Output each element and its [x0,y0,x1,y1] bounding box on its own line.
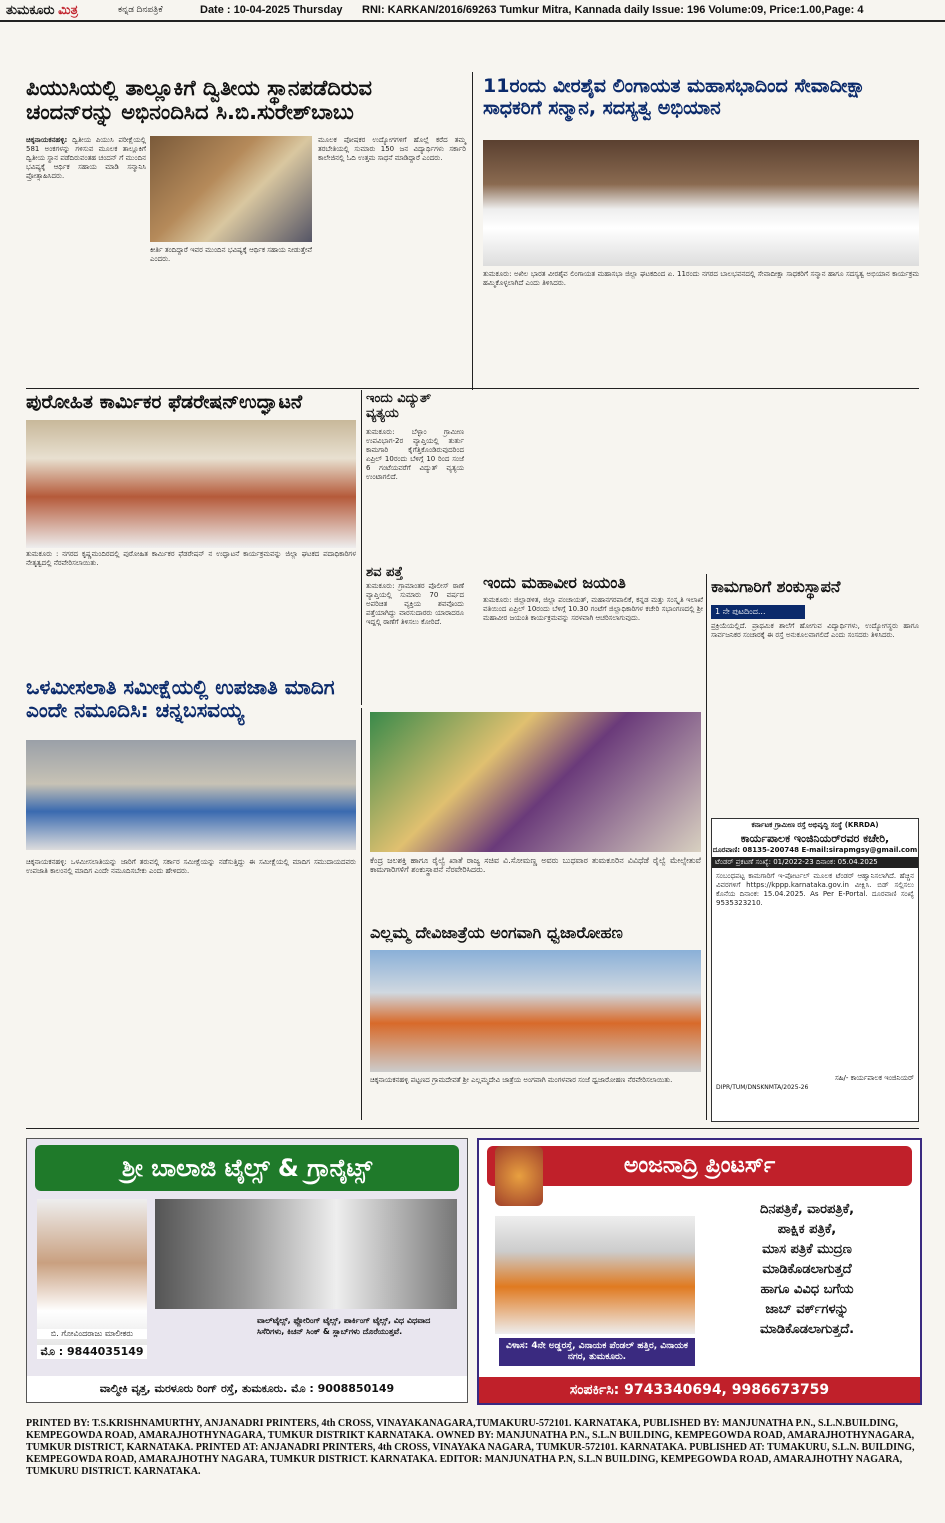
story3-text: ತುಮಕೂರು : ನಗರದ ಕೃಷ್ಣಮಂದಿರದಲ್ಲಿ ಪುರೋಹಿತ ಕಾರ್ಮಿಕರ ಫೆಡರೇಷನ್ ನ ಉದ್ಘಾಟನೆ ಕಾರ್ಯಕ್ರಮವನ್ನು ಜಿಲ್ಲಾ ಘಟಕದ ಪದಾಧಿಕಾರಿಗಳ ನೇತೃತ್ವದಲ್ಲಿ ನೆರವೇರಿಸಲಾಯಿತು. [26,550,359,567]
service-line: ದಿನಪತ್ರಿಕೆ, ವಾರಪತ್ರಿಕೆ, [759,1202,855,1217]
ad-anjanadri-address: ವಿಳಾಸ: 4ನೇ ಅಡ್ಡರಸ್ತೆ, ವಿನಾಯಕ ಪೆಂಡಲ್ ಹತ್ತಿರ, ವಿನಾಯಕ ನಗರ, ತುಮಕೂರು. [499,1338,695,1366]
tender-body: ಸಂಬಂಧಪಟ್ಟ ಕಾಮಗಾರಿಗೆ ಇ-ಪೋರ್ಟಲ್ ಮೂಲಕ ಟೆಂಡರ್ ಆಹ್ವಾನಿಸಲಾಗಿದೆ. ಹೆಚ್ಚಿನ ವಿವರಗಳಿಗೆ https://kppp.karnataka.gov.in ವೀಕ್ಷಿಸಿ. ಬಿಡ್ ಸಲ್ಲಿಸಲು ಕೊನೆಯ ದಿನಾಂಕ: 15.04.2025. As Per E-Portal. ದೂರವಾಣಿ ಸಂಖ್ಯೆ 9535323210. [716,872,917,907]
service-line: ಮಾಡಿಕೊಡಲಾಗುತ್ತದೆ. [759,1322,855,1337]
story5-headline: ಕಾಮಗಾರಿಗೆ ಶಂಕುಸ್ಥಾಪನೆ [711,577,841,596]
service-line: ಜಾಬ್ ವರ್ಕ್‌ಗಳನ್ನು [765,1302,849,1317]
story6-headline: ಒಳಮೀಸಲಾತಿ ಸಮೀಕ್ಷೆಯಲ್ಲಿ ಉಪಜಾತಿ ಮಾದಿಗ ಎಂದೇ ನಮೂದಿಸಿ: ಚನ್ನಬಸವಯ್ಯ [26,675,335,722]
story2-headline: 11ರಂದು ವೀರಶೈವ ಲಿಂಗಾಯತ ಮಹಾಸಭಾದಿಂದ ಸೇವಾದೀಕ್ಷಾ ಸಾಧಕರಿಗೆ ಸನ್ಮಾನ, ಸದಸ್ಯತ್ವ ಅಭಿಯಾನ [483,75,866,119]
ad-anjanadri-services [701,1200,913,1340]
column-divider [361,390,362,705]
column-divider [706,574,707,1120]
tender-org: ಕರ್ನಾಟಕ ಗ್ರಾಮೀಣ ರಸ್ತೆ ಅಭಿವೃದ್ಧಿ ಸಂಸ್ಥೆ (KRRDA) [751,821,879,829]
ad-balaji-owner: ಬಿ. ಗೋವಿಂದರಾಜು ಮಾಲೀಕರು [37,1329,147,1339]
story3-photo [26,420,356,548]
power-cut-text: ತುಮಕೂರು: ಬೆಳ್ಳಾಂ ಗ್ರಾಮೀಣ ಉಪವಿಭಾಗ-2ರ ವ್ಯಾಪ್ತಿಯಲ್ಲಿ ತುರ್ತು ಕಾಮಗಾರಿ ಕೈಗೆತ್ತಿಕೊಂಡಿರುವುದರಿಂದ ಏಪ್ರಿಲ್ 10ರಂದು ಬೆಳಿಗ್ಗೆ 10 ರಿಂದ ಸಂಜೆ 6 ಗಂಟೆಯವರೆಗೆ ವಿದ್ಯುತ್ ವ್ಯತ್ಯಯ ಉಂಟಾಗಲಿದೆ. [366,428,467,481]
service-line: ಮಾಸ ಪತ್ರಿಕೆ ಮುದ್ರಣ [762,1242,852,1257]
section-rule [26,388,919,389]
story6-text: ಚಿಕ್ಕನಾಯಕನಹಳ್ಳಿ: ಒಳಮೀಸಲಾತಿಯನ್ನು ಜಾರಿಗೆ ತರುವಲ್ಲಿ ಸರ್ಕಾರ ಸಮೀಕ್ಷೆಯನ್ನು ನಡೆಸುತ್ತಿದ್ದು ಈ ಸಮೀಕ್ಷೆಯಲ್ಲಿ ಮಾದಿಗ ಸಮುದಾಯದವರು ಉಪಜಾತಿ ಕಾಲಂನಲ್ಲಿ ಮಾದಿಗ ಎಂದೇ ನಮೂದಿಸಬೇಕು ಎಂದು ಹೇಳಿದರು. [26,858,359,875]
body-found-text: ತುಮಕೂರು: ಗ್ರಾಮಾಂತರ ಪೊಲೀಸ್ ಠಾಣೆ ವ್ಯಾಪ್ತಿಯಲ್ಲಿ ಸುಮಾರು 70 ವರ್ಷದ ಅಪರಿಚಿತ ವ್ಯಕ್ತಿಯ ಶವವೊಂದು ಪತ್ತೆಯಾಗಿದ್ದು ವಾರಸುದಾರರು ಯಾರಾದರೂ ಇದ್ದಲ್ಲಿ ಠಾಣೆಗೆ ತಿಳಿಸಲು ಕೋರಿದೆ. [366,582,467,626]
story1-text-c: ಮೂಲಕ ಪೋಷಕರ ಉದ್ಯೋಗಗಳಿಗೆ ಹೊಲ್ಲೆ ಕರೆದ ತಮ್ಮ ತರಬೇತಿಯಲ್ಲಿ ಸುಮಾರು 150 ಜನ ವಿದ್ಯಾರ್ಥಿಗಳು ಸರ್ಕಾರಿ ಕಾಲೇಜಿನಲ್ಲಿ ಓದಿ ಉತ್ತಮ ಸಾಧನೆ ಮಾಡಿದ್ದಾರೆ ಎಂದರು. [318,136,469,162]
issue-date: Date : 10-04-2025 Thursday [200,4,343,16]
ad-balaji-tiles [26,1138,468,1403]
masthead [0,0,945,22]
imprint-footer: PRINTED BY: T.S.KRISHNAMURTHY, ANJANADRI PRINTERS, 4th CROSS, VINAYAKANAGARA,TUMAKURU-572101. KARNATAKA, PUBLISHED BY: MANJUNATHA P.N., S.L.N.BUILDING, KEMPEGOWDA ROAD, AMARAJHOTHYNAGARA, TUMKUR DISTRIKT KARNATAKA. OWNED BY: MANJUNATHA P.N., S.L.N BUILDING, KEMPEGOWDA ROAD, AMARAJHOTHYNAGARA, TUMKUR DISTRICT, KARNATAKA. PRINTED AT: ANJANADRI PRINTERS, 4th CROSS, VINAYAKA NAGARA, TUMKUR-572101. KARNATAKA. PUBLISHED AT: TUMAKURU, S.L.N. BUILDING, KEMPEGOWDA ROAD, AMARAJHOTHY NAGARA, TUMKUR DISTRICT. KARNATAKA. EDITOR: MANJUNATHA P.N, S.L.N BUILDING, KEMPEGOWDA ROAD, AMARAJHOTHY NAGARA, TUMKURU DISTRICT. KARNATAKA. [26,1418,915,1477]
story4-headline: ಇಂದು ಮಹಾವೀರ ಜಯಂತಿ [483,573,626,592]
tender-notice [711,818,919,1122]
ad-anjanadri-printers [477,1138,922,1405]
ad-anjanadri-contact: ಸಂಪರ್ಕಿಸಿ: 9743340694, 9986673759 [479,1377,920,1403]
story5-text: ಪ್ರಕ್ರಿಯೆಯಲ್ಲಿದೆ. ಪ್ರಾಥಮಿಕ ಶಾಲೆಗೆ ಹೋಗುವ ವಿದ್ಯಾರ್ಥಿಗಳು, ಉದ್ಯೋಗಸ್ಥರು ಹಾಗೂ ಸಾರ್ವಜನಿಕರ ಸಂಚಾರಕ್ಕೆ ಈ ರಸ್ತೆ ಅನುಕೂಲವಾಗಲಿದೆ ಎಂದು ಸಂಸದರು ತಿಳಿಸಿದರು. [711,622,922,639]
ad-balaji-address: ವಾಲ್ಮೀಕಿ ವೃತ್ತ, ಮರಳೂರು ರಿಂಗ್ ರಸ್ತೆ, ತುಮಕೂರು. ಮೊ : 9008850149 [27,1376,467,1402]
story8-photo [370,950,701,1072]
ad-anjanadri-hanuman [495,1146,543,1206]
tender-signature: ಸಹಿ/- ಕಾರ್ಯಪಾಲಕ ಇಂಜಿನಿಯರ್ [835,1074,914,1082]
story4-text: ತುಮಕೂರು: ಜಿಲ್ಲಾಡಳಿತ, ಜಿಲ್ಲಾ ಪಂಚಾಯತ್, ಮಹಾನಗರಪಾಲಿಕೆ, ಕನ್ನಡ ಮತ್ತು ಸಂಸ್ಕೃತಿ ಇಲಾಖೆ ವತಿಯಿಂದ ಏಪ್ರಿಲ್ 10ರಂದು ಬೆಳಿಗ್ಗೆ 10.30 ಗಂಟೆಗೆ ಜಿಲ್ಲಾಧಿಕಾರಿಗಳ ಕಚೇರಿ ಸಭಾಂಗಣದಲ್ಲಿ ಶ್ರೀ ಮಹಾವೀರ ಜಯಂತಿ ಕಾರ್ಯಕ್ರಮವನ್ನು ಸರಳವಾಗಿ ಆಚರಿಸಲಾಗುವುದು. [483,596,706,622]
story1-headline: ಪಿಯುಸಿಯಲ್ಲಿ ತಾಲ್ಲೂಕಿಗೆ ದ್ವಿತೀಯ ಸ್ಥಾನಪಡೆದಿರುವ ಚಂದನ್‌ರನ್ನು ಅಭಿನಂದಿಸಿದ ಸಿ.ಬಿ.ಸುರೇಶ್‌ಬಾಬು [26,76,373,125]
tagline: ಕನ್ನಡ ದಿನಪತ್ರಿಕೆ [118,4,163,14]
continued-label: 1 ನೇ ಪುಟದಿಂದ... [711,605,805,619]
section-rule [26,1128,919,1129]
tender-ref: DIPR/TUM/DNSKNMTA/2025-26 [716,1084,809,1091]
service-line: ಹಾಗೂ ವಿವಿಧ ಬಗೆಯ [760,1282,854,1297]
power-cut-title: ಇಂದು ವಿದ್ಯುತ್ ವ್ಯತ್ಯಯ [366,391,432,421]
newspaper-logo: ತುಮಕೂರು ಮಿತ್ರ [6,2,79,17]
service-line: ಮಾಡಿಕೊಡಲಾಗುತ್ತದೆ [762,1262,852,1277]
story7-caption: ಕೆಂದ್ರ ಜಲಶಕ್ತಿ ಹಾಗೂ ರೈಲ್ವೆ ಖಾತೆ ರಾಜ್ಯ ಸಚಿವ ವಿ.ಸೋಮಣ್ಣ ಅವರು ಬುಧವಾರ ತುಮಕೂರಿನ ವಿವಿಧೆಡೆ ರೈಲ್ವೆ ಮೇಲ್ಸೇತುವೆ ಕಾಮಗಾರಿಗಳಿಗೆ ಶಂಕುಸ್ಥಾಪನೆ ನೆರವೇರಿಸಿದರು. [370,856,704,874]
story3-headline: ಪುರೋಹಿತ ಕಾರ್ಮಿಕರ ಫೆಡರೇಷನ್‌ಉದ್ಘಾಟನೆ [26,391,303,413]
story8-caption: ಚಿಕ್ಕನಾಯಕನಹಳ್ಳಿ ಪಟ್ಟಣದ ಗ್ರಾಮದೇವತೆ ಶ್ರೀ ಎಲ್ಲಮ್ಮದೇವಿ ಜಾತ್ರೆಯ ಅಂಗವಾಗಿ ಮಂಗಳವಾರ ಸಂಜೆ ಧ್ವಜಾರೋಹಣ ನೆರವೇರಿಸಲಾಯಿತು. [370,1076,673,1084]
story1-text-a: ಚಿಕ್ಕನಾಯಕನಹಳ್ಳಿ: ದ್ವಿತೀಯ ಪಿಯುಸಿ ಪರೀಕ್ಷೆಯಲ್ಲಿ 581 ಅಂಕಗಳನ್ನು ಗಳಿಸುವ ಮೂಲಕ ತಾಲ್ಲೂಕಿಗೆ ದ್ವಿತೀಯ ಸ್ಥಾನ ಪಡೆದಿರುವಂತಹ ಚಂದನ್ ಗೆ ಮುಂದಿನ ಭವಿಷ್ಯಕ್ಕೆ ಆರ್ಥಿಕ ಸಹಾಯ ಮಾಡಿ ಸನ್ಮಾನಿಸಿ ಪ್ರೋತ್ಸಾಹಿಸಿದರು. [26,136,149,180]
story1-photo [150,136,312,242]
story2-photo [483,140,919,266]
tender-phone: ದೂರವಾಣಿ: 08135-200748 E-mail:sirapmgsy@gmail.com [712,846,918,854]
story7-photo [370,712,701,852]
ad-balaji-title: ಶ್ರೀ ಬಾಲಾಜಿ ಟೈಲ್ಸ್ & ಗ್ರಾನೈಟ್ಸ್ [35,1145,459,1191]
story6-photo [26,740,356,850]
service-line: ಪಾಕ್ಷಿಕ ಪತ್ರಿಕೆ, [777,1222,837,1237]
story8-headline: ಎಲ್ಲಮ್ಮ ದೇವಿಜಾತ್ರೆಯ ಅಂಗವಾಗಿ ಧ್ವಜಾರೋಹಣ [370,923,623,942]
story2-text: ತುಮಕೂರು: ಅಖಿಲ ಭಾರತ ವೀರಶೈವ ಲಿಂಗಾಯತ ಮಹಾಸಭಾ ಜಿಲ್ಲಾ ಘಟಕದಿಂದ ಏ. 11ರಂದು ನಗರದ ಬಾಲಭವನದಲ್ಲಿ ಸೇವಾದೀಕ್ಷಾ ಸಾಧಕರಿಗೆ ಸನ್ಮಾನ ಹಾಗೂ ಸದಸ್ಯತ್ವ ಅಭಿಯಾನ ಕಾರ್ಯಕ್ರಮ ಹಮ್ಮಿಕೊಳ್ಳಲಾಗಿದೆ ಎಂದು ತಿಳಿಸಿದರು. [483,270,922,287]
ad-anjanadri-title: ಅಂಜನಾದ್ರಿ ಪ್ರಿಂಟರ್ಸ್ [487,1146,912,1186]
ad-anjanadri-shop [495,1216,695,1334]
story1-text-b: ಕೀರ್ತಿ ತಂದಿದ್ದಾರೆ ಇವರ ಮುಂದಿನ ಭವಿಷ್ಯಕ್ಕೆ ಆರ್ಥಿಕ ಸಹಾಯ ನೀಡುತ್ತೇವೆ ಎಂದರು. [150,246,315,263]
ad-balaji-showroom [155,1199,457,1309]
column-divider [472,72,473,390]
ad-balaji-products: ವಾಲ್‌ಟೈಲ್ಸ್, ಫ್ಲೋರಿಂಗ್ ಟೈಲ್ಸ್, ಪಾರ್ಕಿಂಗ್ ಟೈಲ್ಸ್, ವಿಧ ವಿಧವಾದ ಸಿಸೆರಿಗಳು, ಕಿಚನ್ ಸಿಂಕ್ & ಸ್ಲಾಬ್‌ಗಳು ದೊರೆಯುತ್ತವೆ. [257,1316,431,1336]
rni-info: RNI: KARKAN/2016/69263 Tumkur Mitra, Kannada daily Issue: 196 Volume:09, Price:1.00,Page: 4 [362,4,864,16]
column-divider [361,708,362,1120]
tender-number: ಟೆಂಡರ್ ಪ್ರಕಟಣೆ ಸಂಖ್ಯೆ: 01/2022-23 ದಿನಾಂಕ: 05.04.2025 [712,857,918,868]
body-found-title: ಶವ ಪತ್ತೆ [366,565,403,580]
tender-title: ಕಾರ್ಯಪಾಲಕ ಇಂಜಿನಿಯರ್‌ರವರ ಕಚೇರಿ, [740,832,890,845]
ad-balaji-mobile: ಮೊ : 9844035149 [37,1345,147,1359]
